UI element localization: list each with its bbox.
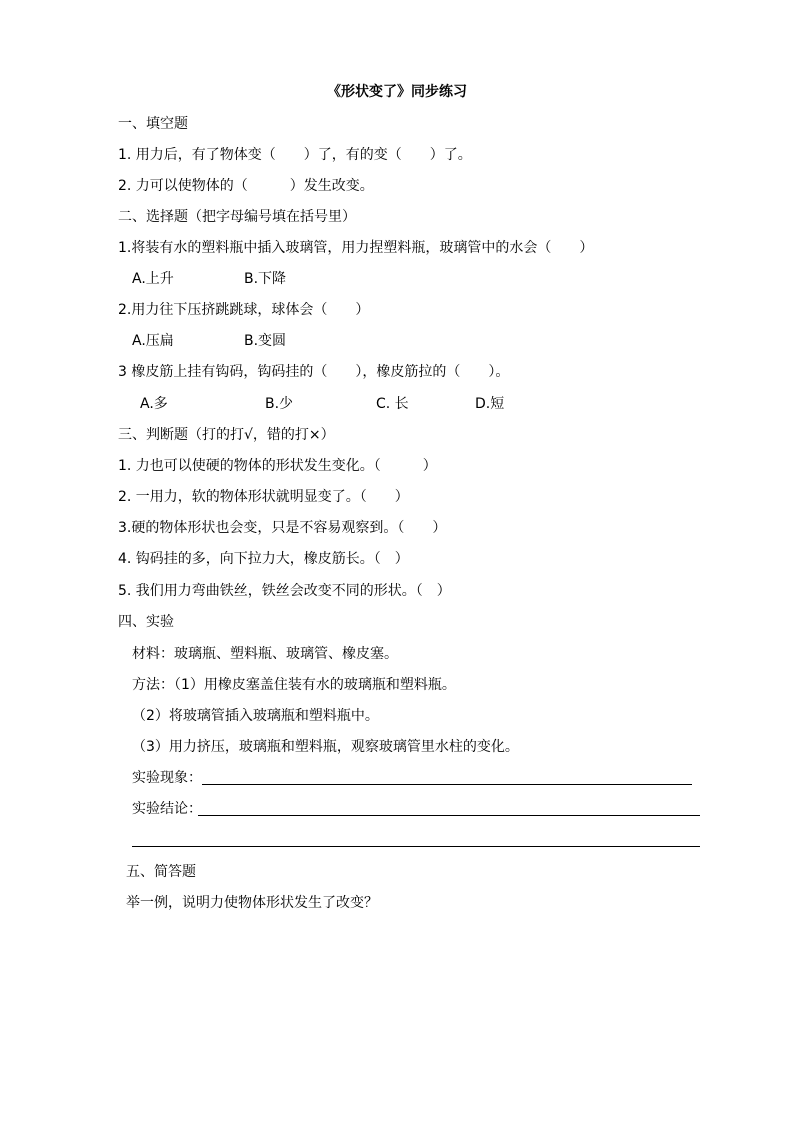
option-2-2-a: A.压扁	[132, 333, 174, 349]
experiment-conclusion-answer-line-2[interactable]	[132, 846, 700, 847]
section-heading-short-answer: 五、简答题	[126, 864, 196, 880]
question-1-2: 2. 力可以使物体的（ ）发生改变。	[118, 178, 374, 194]
experiment-materials: 材料：玻璃瓶、塑料瓶、玻璃管、橡皮塞。	[132, 646, 398, 662]
experiment-phenomenon-label: 实验现象：	[132, 770, 202, 786]
question-3-5: 5. 我们用力弯曲铁丝，铁丝会改变不同的形状。（ ）	[118, 583, 451, 599]
question-2-2: 2.用力往下压挤跳跳球，球体会（ ）	[118, 302, 370, 318]
option-2-1-b: B.下降	[244, 271, 287, 287]
question-3-3: 3.硬的物体形状也会变，只是不容易观察到。（ ）	[118, 520, 447, 536]
question-2-1: 1.将装有水的塑料瓶中插入玻璃管，用力捏塑料瓶，玻璃管中的水会（ ）	[118, 240, 594, 256]
experiment-method-1: 方法：（1）用橡皮塞盖住装有水的玻璃瓶和塑料瓶。	[132, 677, 456, 693]
question-3-1: 1. 力也可以使硬的物体的形状发生变化。（ ）	[118, 458, 437, 474]
option-2-3-d: D.短	[475, 396, 505, 412]
question-2-3: 3 橡皮筋上挂有钩码，钩码挂的（ ），橡皮筋拉的（ ）。	[118, 364, 510, 380]
section-heading-multiple-choice: 二、选择题（把字母编号填在括号里）	[118, 209, 356, 225]
section-heading-fill-blank: 一、填空题	[118, 116, 188, 132]
question-1-1: 1. 用力后，有了物体变（ ）了，有的变（ ）了。	[118, 147, 472, 163]
experiment-conclusion-answer-line[interactable]	[198, 815, 700, 816]
option-2-3-b: B.少	[265, 396, 294, 412]
experiment-phenomenon-answer-line[interactable]	[202, 784, 692, 785]
option-2-3-a: A.多	[140, 396, 168, 412]
page-title: 《形状变了》同步练习	[327, 84, 467, 100]
question-3-2: 2. 一用力，软的物体形状就明显变了。（ ）	[118, 489, 409, 505]
option-2-1-a: A.上升	[132, 271, 174, 287]
question-3-4: 4. 钩码挂的多，向下拉力大，橡皮筋长。（ ）	[118, 551, 409, 567]
experiment-method-2: （2）将玻璃管插入玻璃瓶和塑料瓶中。	[132, 708, 379, 724]
experiment-conclusion-label: 实验结论：	[132, 801, 202, 817]
option-2-2-b: B.变圆	[244, 333, 287, 349]
section-heading-experiment: 四、实验	[118, 614, 174, 630]
option-2-3-c: C. 长	[376, 396, 409, 412]
question-5-1: 举一例，说明力使物体形状发生了改变？	[126, 895, 378, 911]
section-heading-true-false: 三、判断题（打的打√，错的打×）	[118, 427, 335, 443]
experiment-method-3: （3）用力挤压，玻璃瓶和塑料瓶，观察玻璃管里水柱的变化。	[132, 739, 519, 755]
